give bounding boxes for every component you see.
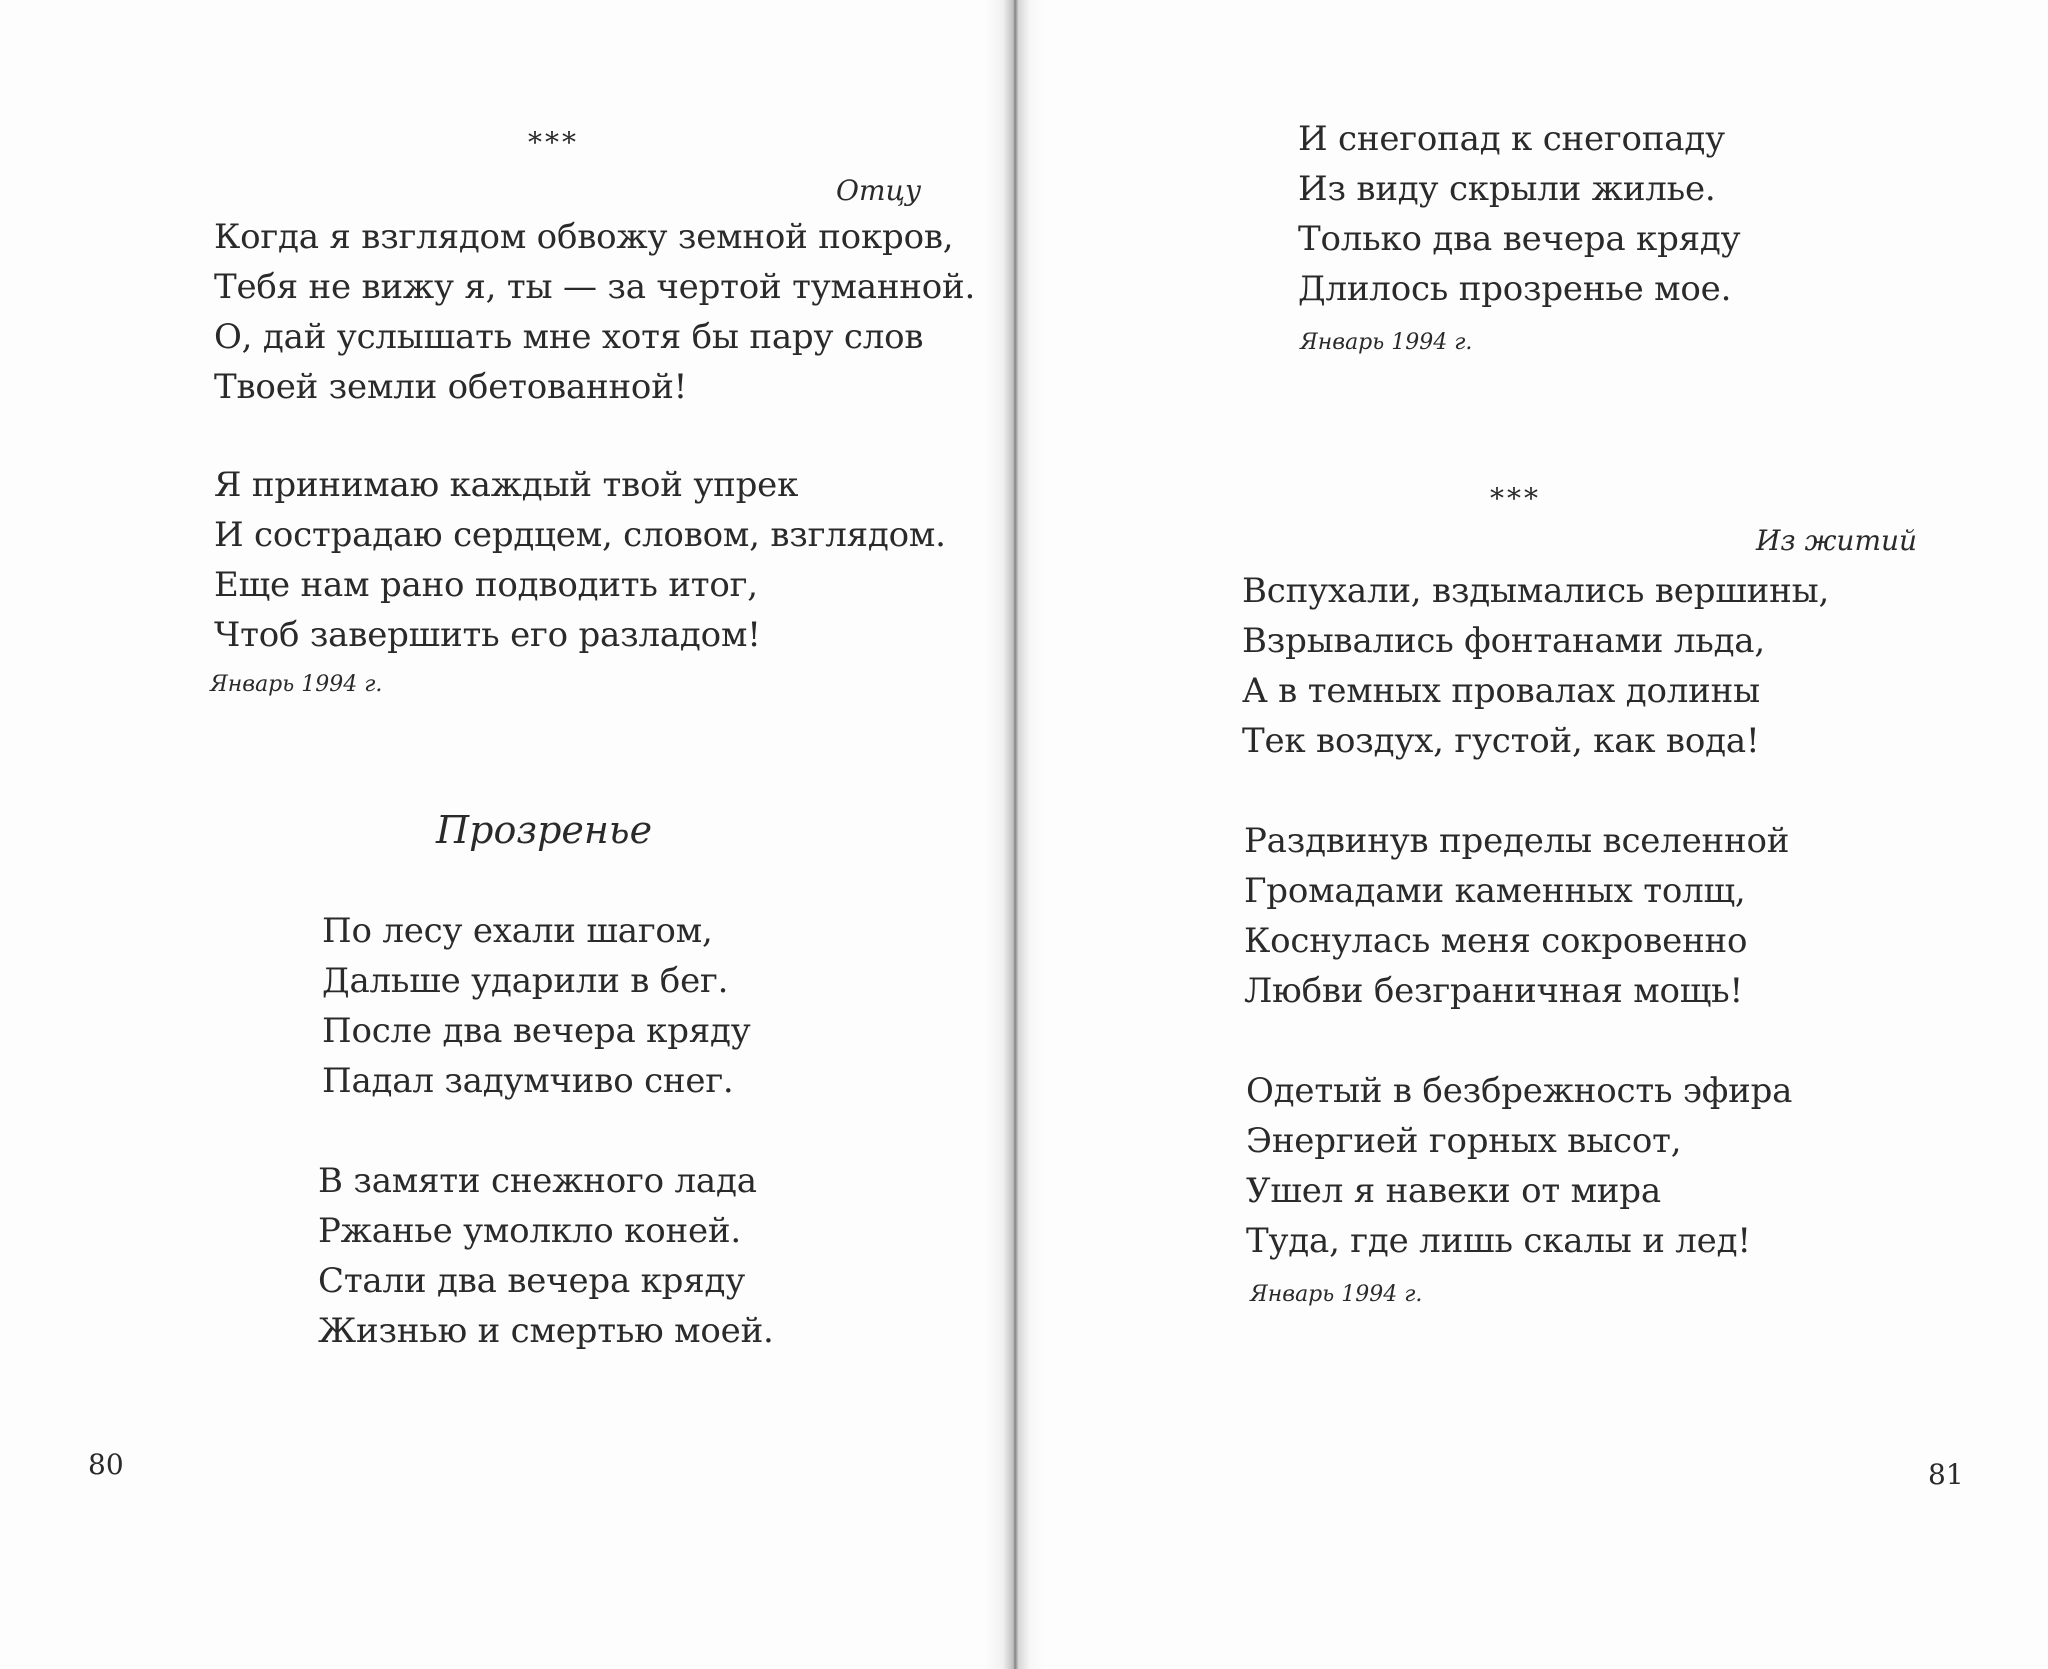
verse-line: Вспухали, вздымались вершины, [1242, 571, 1830, 611]
verse-line: Взрывались фонтанами льда, [1242, 621, 1765, 661]
verse-line: После два вечера кряду [322, 1011, 751, 1051]
verse-line: Длилось прозренье мое. [1298, 269, 1732, 309]
verse-line: Падал задумчиво снег. [322, 1061, 734, 1101]
verse-line: Энергией горных высот, [1246, 1121, 1682, 1161]
verse-line: Из виду скрыли жилье. [1298, 169, 1716, 209]
verse-line: Еще нам рано подводить итог, [214, 565, 758, 605]
verse-line: Тек воздух, густой, как вода! [1242, 721, 1760, 761]
book-gutter [985, 0, 1045, 1669]
verse-line: Одетый в безбрежность эфира [1246, 1071, 1793, 1111]
verse-line: Туда, где лишь скалы и лед! [1246, 1221, 1751, 1261]
poem-date: Январь 1994 г. [210, 672, 383, 697]
verse-line: По лесу ехали шагом, [322, 911, 713, 951]
verse-line: Только два вечера кряду [1298, 219, 1741, 259]
page-number: 81 [1928, 1458, 1964, 1491]
verse-line: Я принимаю каждый твой упрек [214, 465, 799, 505]
verse-line: Дальше ударили в бег. [322, 961, 729, 1001]
verse-line: В замяти снежного лада [318, 1161, 757, 1201]
verse-line: Тебя не вижу я, ты — за чертой туманной. [214, 267, 976, 307]
verse-line: Ушел я навеки от мира [1246, 1171, 1661, 1211]
verse-line: Чтоб завершить его разладом! [214, 615, 761, 655]
poem-date: Январь 1994 г. [1300, 330, 1473, 355]
verse-line: Раздвинув пределы вселенной [1244, 821, 1790, 861]
page-number: 80 [88, 1448, 124, 1481]
poem-dedication: Отцу [836, 174, 922, 207]
poem-title: Прозренье [436, 808, 653, 852]
poem-separator-stars: *** [1490, 482, 1541, 515]
poem-separator-stars: *** [528, 126, 579, 159]
verse-line: А в темных провалах долины [1242, 671, 1760, 711]
verse-line: Громадами каменных толщ, [1244, 871, 1746, 911]
verse-line: Жизнью и смертью моей. [318, 1311, 774, 1351]
verse-line: И сострадаю сердцем, словом, взглядом. [214, 515, 946, 555]
verse-line: Стали два вечера кряду [318, 1261, 746, 1301]
verse-line: И снегопад к снегопаду [1298, 119, 1725, 159]
poem-dedication: Из житий [1756, 524, 1918, 557]
verse-line: Коснулась меня сокровенно [1244, 921, 1748, 961]
verse-line: Ржанье умолкло коней. [318, 1211, 741, 1251]
verse-line: О, дай услышать мне хотя бы пару слов [214, 317, 924, 357]
verse-line: Любви безграничная мощь! [1244, 971, 1743, 1011]
verse-line: Когда я взглядом обвожу земной покров, [214, 217, 954, 257]
verse-line: Твоей земли обетованной! [214, 367, 688, 407]
poem-date: Январь 1994 г. [1250, 1282, 1423, 1307]
